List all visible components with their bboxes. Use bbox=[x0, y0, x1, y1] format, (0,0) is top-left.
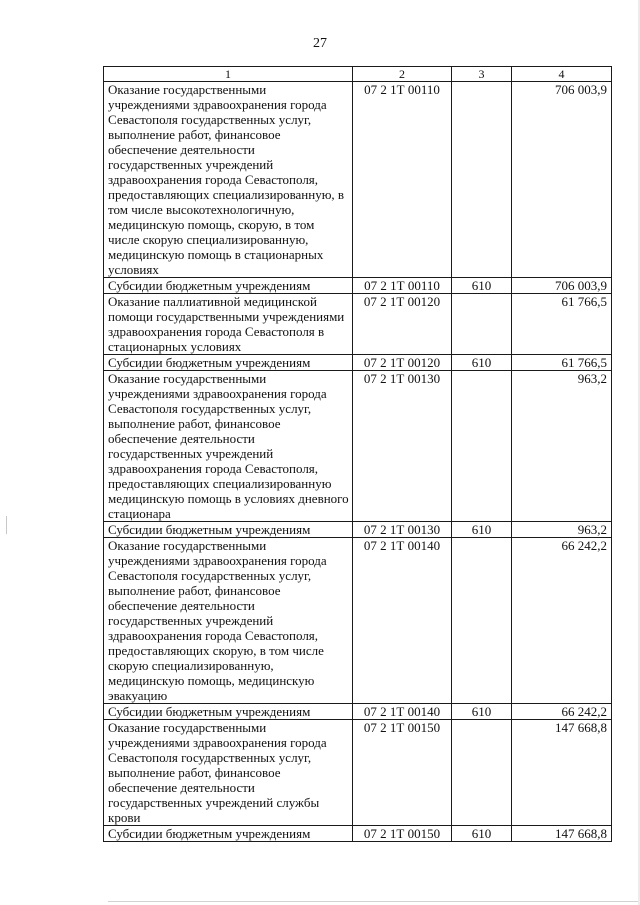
row-type-cell: 610 bbox=[452, 355, 512, 371]
row-amount-cell: 61 766,5 bbox=[512, 294, 612, 355]
row-name-cell: Субсидии бюджетным учреждениям bbox=[104, 355, 353, 371]
row-name-cell: Субсидии бюджетным учреждениям bbox=[104, 278, 353, 294]
row-code-cell: 07 2 1Т 00120 bbox=[353, 355, 452, 371]
row-type-cell bbox=[452, 538, 512, 704]
scan-margin-mark bbox=[6, 516, 7, 534]
table-row bbox=[104, 522, 612, 538]
row-name-cell: Оказание государственными учреждениями здравоохранения города Севастополя государственных услуг, выполнение работ, финансовое обеспечение деятельности государственных учреждений здравоохранения города Севастополя, предоставляющих специализированную медицинскую помощь в условиях дневного стационара bbox=[104, 371, 353, 522]
row-name-cell: Оказание государственными учреждениями здравоохранения города Севастополя государственных услуг, выполнение работ, финансовое обеспечение деятельности государственных учреждений здравоохранения города Севастополя, предоставляющих скорую, в том числе скорую специализированную, медицинскую помощь, медицинскую эвакуацию bbox=[104, 538, 353, 704]
row-type-cell: 610 bbox=[452, 704, 512, 720]
row-type-cell bbox=[452, 294, 512, 355]
budget-table bbox=[103, 66, 612, 842]
row-amount-cell: 706 003,9 bbox=[512, 278, 612, 294]
row-amount-cell: 963,2 bbox=[512, 522, 612, 538]
row-type-cell bbox=[452, 720, 512, 826]
row-type-cell bbox=[452, 371, 512, 522]
header-cell-3: 3 bbox=[452, 67, 512, 82]
row-amount-cell: 61 766,5 bbox=[512, 355, 612, 371]
table-row bbox=[104, 720, 612, 826]
row-code-cell: 07 2 1Т 00130 bbox=[353, 371, 452, 522]
row-name-cell: Субсидии бюджетным учреждениям bbox=[104, 522, 353, 538]
row-amount-cell: 66 242,2 bbox=[512, 704, 612, 720]
row-type-cell: 610 bbox=[452, 522, 512, 538]
row-name-cell: Оказание паллиативной медицинской помощи государственными учреждениями здравоохранения города Севастополя в стационарных условиях bbox=[104, 294, 353, 355]
row-amount-cell: 66 242,2 bbox=[512, 538, 612, 704]
row-name-cell: Оказание государственными учреждениями здравоохранения города Севастополя государственных услуг, выполнение работ, финансовое обеспечение деятельности государственных учреждений службы крови bbox=[104, 720, 353, 826]
row-type-cell bbox=[452, 82, 512, 278]
row-code-cell: 07 2 1Т 00110 bbox=[353, 82, 452, 278]
row-type-cell: 610 bbox=[452, 826, 512, 842]
row-amount-cell: 963,2 bbox=[512, 371, 612, 522]
row-code-cell: 07 2 1Т 00140 bbox=[353, 704, 452, 720]
table-row bbox=[104, 82, 612, 278]
table-row bbox=[104, 278, 612, 294]
row-amount-cell: 706 003,9 bbox=[512, 82, 612, 278]
page-number: 27 bbox=[313, 36, 327, 51]
header-cell-4: 4 bbox=[512, 67, 612, 82]
scan-bottom-edge bbox=[108, 901, 640, 902]
row-name-cell: Субсидии бюджетным учреждениям bbox=[104, 704, 353, 720]
row-amount-cell: 147 668,8 bbox=[512, 826, 612, 842]
table-header-row bbox=[104, 67, 612, 82]
row-name-cell: Субсидии бюджетным учреждениям bbox=[104, 826, 353, 842]
header-cell-1: 1 bbox=[104, 67, 353, 82]
header-cell-2: 2 bbox=[353, 67, 452, 82]
row-code-cell: 07 2 1Т 00150 bbox=[353, 720, 452, 826]
table-row bbox=[104, 704, 612, 720]
row-code-cell: 07 2 1Т 00150 bbox=[353, 826, 452, 842]
row-amount-cell: 147 668,8 bbox=[512, 720, 612, 826]
row-name-cell: Оказание государственными учреждениями здравоохранения города Севастополя государственных услуг, выполнение работ, финансовое обеспечение деятельности государственных учреждений здравоохранения города Севастополя, предоставляющих специализированную, в том числе высокотехнологичную, медицинскую помощь, скорую, в том числе скорую специализированную, медицинскую помощь в стационарных условиях bbox=[104, 82, 353, 278]
row-code-cell: 07 2 1Т 00130 bbox=[353, 522, 452, 538]
table-row bbox=[104, 355, 612, 371]
table-row bbox=[104, 826, 612, 842]
table-row bbox=[104, 538, 612, 704]
row-type-cell: 610 bbox=[452, 278, 512, 294]
row-code-cell: 07 2 1Т 00110 bbox=[353, 278, 452, 294]
row-code-cell: 07 2 1Т 00140 bbox=[353, 538, 452, 704]
row-code-cell: 07 2 1Т 00120 bbox=[353, 294, 452, 355]
table-row bbox=[104, 371, 612, 522]
table-row bbox=[104, 294, 612, 355]
